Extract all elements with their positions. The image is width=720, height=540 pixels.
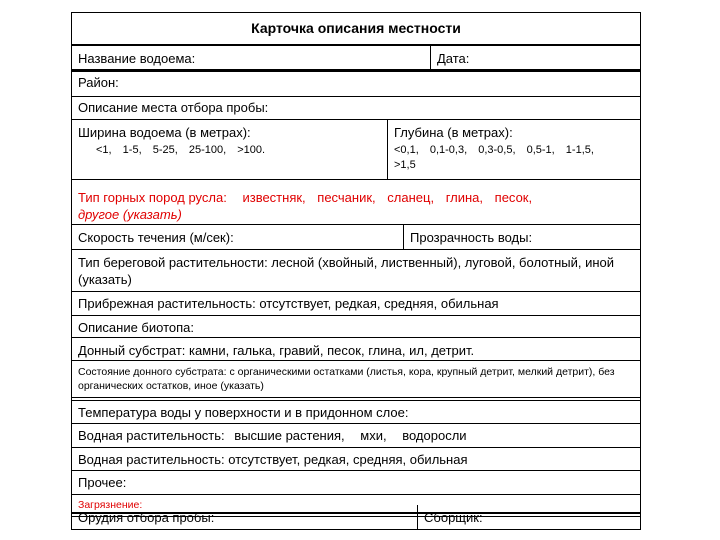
depth-option[interactable]: <0,1,	[394, 144, 419, 156]
biotope-row	[72, 315, 640, 337]
rock-type-label: Тип горных пород русла:	[78, 190, 227, 205]
depth-option[interactable]: 0,1-0,3,	[429, 144, 468, 156]
collector-field[interactable]	[418, 505, 640, 529]
sampling-tools-label: Орудия отбора пробы:	[78, 510, 215, 525]
rock-other-option[interactable]: другое (указать)	[78, 207, 182, 222]
bottom-substrate-text: Донный субстрат: камни, галька, гравий, песок, глина, ил, детрит.	[78, 343, 475, 358]
current-speed-label: Скорость течения (м/сек):	[78, 230, 234, 245]
rock-option[interactable]: известняк,	[242, 190, 306, 205]
card-title: Карточка описания местности	[251, 20, 461, 36]
substrate-state-text: Состояние донного субстрата: с органическими остатками (листья, кора, крупный детрит, мелкий детрит), без органических остатков, иное (указать)	[78, 366, 615, 392]
transparency-field[interactable]	[404, 225, 640, 249]
aquatic-vegetation-abundance-row	[72, 447, 640, 470]
depth-label: Глубина (в метрах):	[394, 125, 513, 140]
depth-option[interactable]: 0,3-0,5,	[478, 144, 516, 156]
aquatic-vegetation-option[interactable]: водоросли	[402, 428, 467, 443]
rock-type-row	[72, 179, 640, 224]
width-option[interactable]: <1,	[96, 144, 112, 156]
depth-option-over[interactable]: >1,5	[394, 159, 416, 171]
depth-option[interactable]: 1-1,5,	[565, 144, 594, 156]
aquatic-vegetation-label: Водная растительность:	[78, 428, 225, 443]
sampling-tools-field[interactable]	[72, 505, 418, 529]
depth-cell	[388, 120, 640, 179]
rock-type-line	[78, 189, 634, 206]
rock-option[interactable]: глина,	[445, 190, 484, 205]
substrate-state-row	[72, 360, 640, 398]
rock-option[interactable]: сланец,	[387, 190, 435, 205]
current-speed-field[interactable]	[72, 225, 404, 249]
name-date-row	[72, 44, 640, 71]
water-temperature-row	[72, 400, 640, 423]
depth-options	[394, 143, 634, 158]
width-option[interactable]: >100.	[237, 144, 266, 156]
depth-option[interactable]: 0,5-1,	[526, 144, 555, 156]
sampling-site-row	[72, 96, 640, 119]
rock-option[interactable]: песок,	[494, 190, 533, 205]
tools-collector-row-content	[72, 505, 640, 529]
biotope-label: Описание биотопа:	[78, 320, 194, 335]
pollution-label: Загрязнение:	[78, 499, 143, 511]
other-label: Прочее:	[78, 475, 127, 490]
date-label: Дата:	[437, 51, 470, 66]
coastal-vegetation-row	[72, 291, 640, 315]
rock-option[interactable]: песчаник,	[317, 190, 376, 205]
description-card	[71, 12, 641, 530]
shore-vegetation-type-text: Тип береговой растительности: лесной (хвойный, лиственный), луговой, болотный, иной (указать)	[78, 255, 615, 287]
other-field[interactable]	[72, 470, 640, 494]
aquatic-vegetation-abundance-text: Водная растительность: отсутствует, редкая, средняя, обильная	[78, 452, 468, 467]
date-field[interactable]	[431, 46, 640, 69]
coastal-vegetation-text: Прибрежная растительность: отсутствует, редкая, средняя, обильная	[78, 296, 499, 311]
width-options	[78, 143, 381, 158]
width-option[interactable]: 25-100,	[188, 144, 227, 156]
aquatic-vegetation-option[interactable]: мхи,	[360, 428, 387, 443]
transparency-label: Прозрачность воды:	[410, 230, 533, 245]
speed-transparency-row	[72, 224, 640, 249]
district-label: Район:	[78, 75, 119, 90]
collector-label: Сборщик:	[424, 510, 483, 525]
bottom-substrate-row	[72, 337, 640, 360]
district-field[interactable]	[72, 71, 640, 96]
width-option[interactable]: 1-5,	[122, 144, 142, 156]
sampling-site-label: Описание места отбора пробы:	[78, 100, 269, 115]
aquatic-vegetation-types-row	[72, 423, 640, 447]
width-option[interactable]: 5-25,	[152, 144, 178, 156]
water-body-name-label: Название водоема:	[78, 51, 196, 66]
width-cell	[72, 120, 388, 179]
width-depth-row	[72, 119, 640, 179]
width-label: Ширина водоема (в метрах):	[78, 125, 251, 140]
aquatic-vegetation-option[interactable]: высшие растения,	[234, 428, 345, 443]
water-temperature-label: Температура воды у поверхности и в придонном слое:	[78, 405, 409, 420]
shore-vegetation-type-row	[72, 249, 640, 291]
water-body-name-field[interactable]	[72, 46, 431, 69]
